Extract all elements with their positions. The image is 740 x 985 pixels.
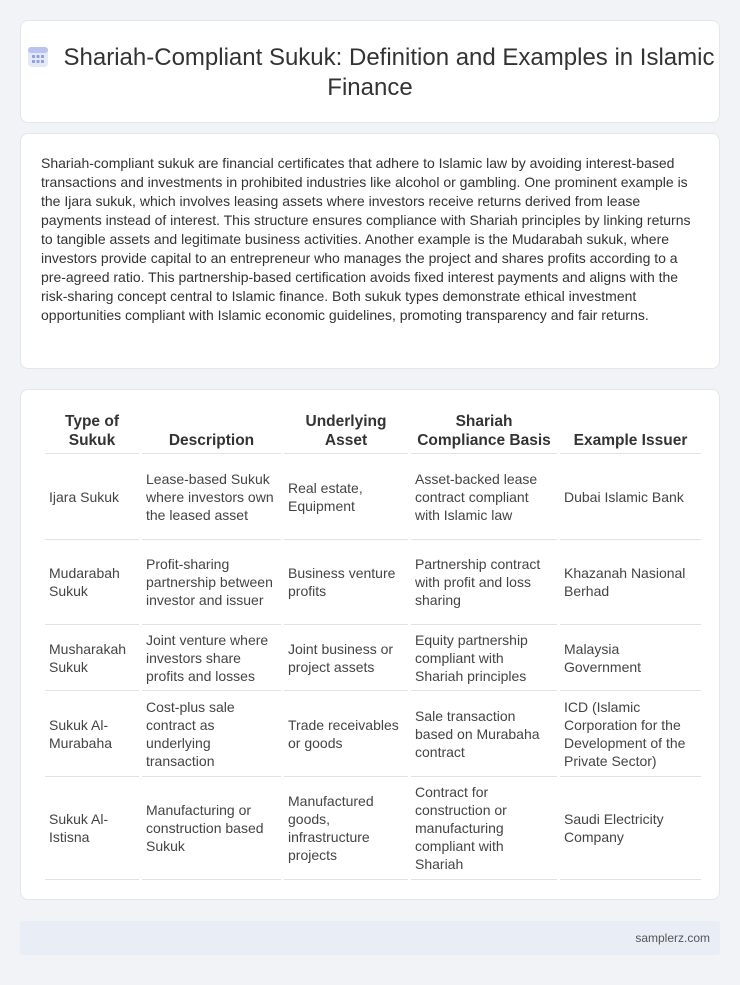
table-cell: Lease-based Sukuk where investors own the leased asset <box>142 454 281 540</box>
table-cell: Dubai Islamic Bank <box>560 454 701 540</box>
table-cell: Mudarabah Sukuk <box>45 540 139 625</box>
table-cell: Ijara Sukuk <box>45 454 139 540</box>
table-row <box>45 454 701 540</box>
table-cell: Manufacturing or construction based Sukuk <box>142 777 281 880</box>
table-cell: Sukuk Al-Istisna <box>45 777 139 880</box>
page-title: Shariah-Compliant Sukuk: Definition and Examples in Islamic Finance <box>63 44 715 101</box>
table-cell: Joint business or project assets <box>284 625 408 691</box>
header-card <box>20 20 720 123</box>
table-cell: Malaysia Government <box>560 625 701 691</box>
table-cell: ICD (Islamic Corporation for the Development of the Private Sector) <box>560 691 701 777</box>
table-cell: Manufactured goods, infrastructure projects <box>284 777 408 880</box>
table-cell: Equity partnership compliant with Shariah principles <box>411 625 557 691</box>
column-header: Shariah Compliance Basis <box>411 412 557 454</box>
page-title-wrap <box>21 43 719 103</box>
table-cell: Real estate, Equipment <box>284 454 408 540</box>
table-cell: Contract for construction or manufacturing compliant with Shariah <box>411 777 557 880</box>
table-header-row <box>45 412 701 454</box>
sukuk-table <box>42 412 704 880</box>
table-cell: Musharakah Sukuk <box>45 625 139 691</box>
footer-site-link[interactable]: samplerz.com <box>635 931 710 945</box>
table-cell: Partnership contract with profit and loss sharing <box>411 540 557 625</box>
table-row <box>45 777 701 880</box>
table-cell: Khazanah Nasional Berhad <box>560 540 701 625</box>
table-card <box>20 389 720 900</box>
table-cell: Business venture profits <box>284 540 408 625</box>
calendar-grid-icon <box>26 45 50 69</box>
table-cell: Profit-sharing partnership between investor and issuer <box>142 540 281 625</box>
column-header: Description <box>142 412 281 454</box>
intro-card <box>20 133 720 369</box>
column-header: Underlying Asset <box>284 412 408 454</box>
table-cell: Asset-backed lease contract compliant with Islamic law <box>411 454 557 540</box>
table-row <box>45 540 701 625</box>
intro-paragraph: Shariah-compliant sukuk are financial certificates that adhere to Islamic law by avoiding interest-based transactions and investments in prohibited industries like alcohol or gambling. One prominent example is the Ijara sukuk, which involves leasing assets where investors receive returns derived from lease payments instead of interest. This structure ensures compliance with Shariah principles by linking returns to tangible assets and legitimate business activities. Another example is the Mudarabah sukuk, where investors provide capital to an entrepreneur who manages the project and shares profits according to a pre-agreed ratio. This partnership-based certification avoids fixed interest payments and aligns with the risk-sharing concept central to Islamic finance. Both sukuk types demonstrate ethical investment opportunities compliant with Islamic economic guidelines, promoting transparency and fair returns. <box>41 155 691 323</box>
table-cell: Sale transaction based on Murabaha contract <box>411 691 557 777</box>
table-row <box>45 625 701 691</box>
column-header: Type of Sukuk <box>45 412 139 454</box>
table-cell: Saudi Electricity Company <box>560 777 701 880</box>
table-row <box>45 691 701 777</box>
table-cell: Sukuk Al-Murabaha <box>45 691 139 777</box>
table-cell: Trade receivables or goods <box>284 691 408 777</box>
table-cell: Cost-plus sale contract as underlying transaction <box>142 691 281 777</box>
footer-bar <box>20 921 720 955</box>
table-cell: Joint venture where investors share profits and losses <box>142 625 281 691</box>
column-header: Example Issuer <box>560 412 701 454</box>
